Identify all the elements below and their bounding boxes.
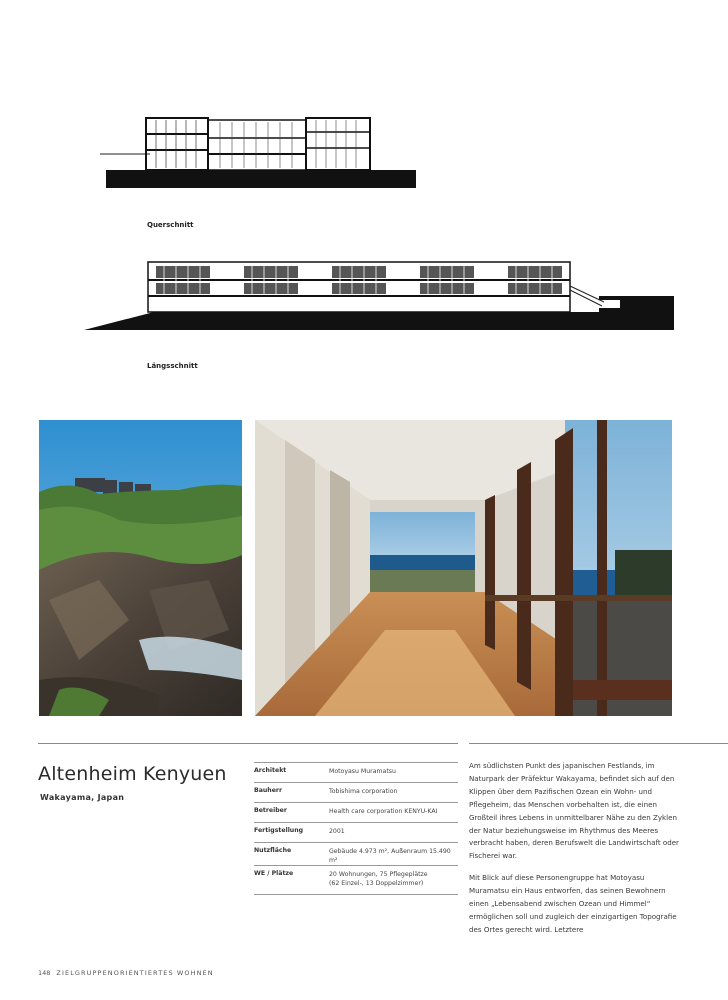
section-rule-right xyxy=(469,743,728,744)
long-section-drawing xyxy=(84,256,676,332)
corridor-photo xyxy=(255,420,672,716)
fact-label: Betreiber xyxy=(254,807,287,814)
cross-section-caption: Querschnitt xyxy=(147,221,194,229)
fact-row-area xyxy=(254,842,458,865)
page-footer xyxy=(38,969,214,977)
fact-label: Architekt xyxy=(254,767,287,774)
fact-value: 20 Wohnungen, 75 Pflegeplätze (62 Einzel-, 13 Doppelzimmer) xyxy=(329,871,428,887)
long-section-caption: Längsschnitt xyxy=(147,362,198,370)
fact-value: Gebäude 4.973 m², Außenraum 15.490 m² xyxy=(329,848,451,864)
fact-value: 2001 xyxy=(329,828,345,835)
body-paragraph: Mit Blick auf diese Personengruppe hat Motoyasu Muramatsu ein Haus entworfen, das seinen Bewohnern einen „Lebensabend zwischen Ozean und Himmel“ ermöglichen soll und zugleich der einzigartigen Topografie des Ortes gerecht wird. Letztere xyxy=(469,873,677,934)
section-rule-left xyxy=(38,743,458,744)
project-title: Altenheim Kenyuen xyxy=(38,763,227,785)
project-location: Wakayama, Japan xyxy=(40,793,125,802)
fact-label: Fertigstellung xyxy=(254,827,304,834)
cliff-photo xyxy=(39,420,242,716)
fact-row-client xyxy=(254,782,458,802)
section-name: ZIELGRUPPENORIENTIERTES WOHNEN xyxy=(56,969,214,977)
body-paragraph: Am südlichsten Punkt des japanischen Festlands, im Naturpark der Präfektur Wakayama, befindet sich auf den Klippen über dem Pazifischen Ozean ein Wohn- und Pflegeheim, das Menschen vorbehalten ist, die einen Großteil ihres Lebens in unmittelbarer Nähe zu den Zyklen der Natur beziehungsweise im Rhythmus des Meeres verbracht haben, deren Berufswelt die Landwirtschaft oder Fischerei war. xyxy=(469,761,679,861)
fact-row-units xyxy=(254,865,458,895)
fact-label: Bauherr xyxy=(254,787,283,794)
facts-table xyxy=(254,762,458,895)
cross-section-drawing xyxy=(100,112,420,192)
fact-value: Health care corporation KENYU-KAI xyxy=(329,808,438,815)
fact-row-architect xyxy=(254,762,458,782)
fact-value: Motoyasu Muramatsu xyxy=(329,768,396,775)
fact-value: Tobishima corporation xyxy=(329,788,398,795)
fact-row-completion xyxy=(254,822,458,842)
page-number: 148 xyxy=(38,969,51,977)
fact-label: Nutzfläche xyxy=(254,847,292,854)
body-text xyxy=(469,760,679,946)
fact-row-operator xyxy=(254,802,458,822)
fact-label: WE / Plätze xyxy=(254,870,294,877)
